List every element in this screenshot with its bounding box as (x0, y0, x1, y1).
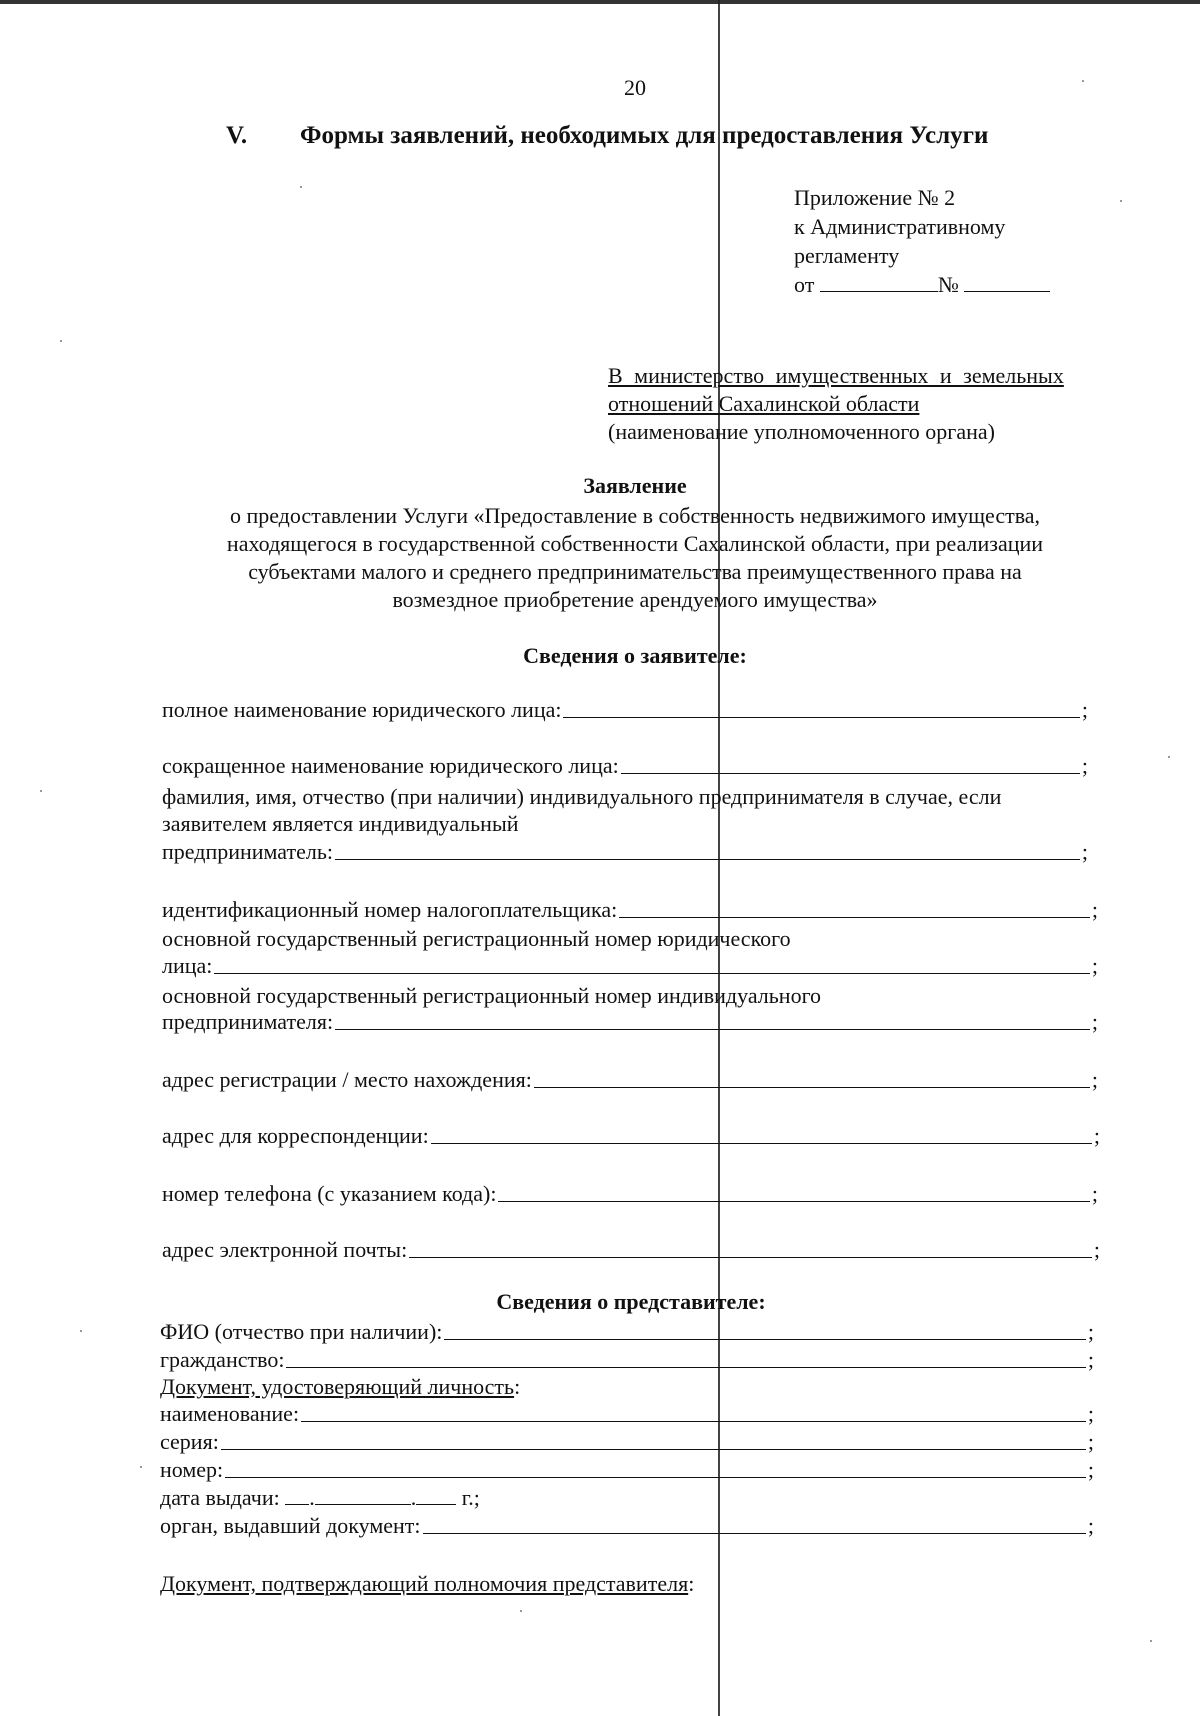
rep-fio-blank[interactable] (444, 1338, 1085, 1340)
scan-speck (140, 1466, 142, 1468)
id-doc-label: Документ, удостоверяющий личность (160, 1374, 515, 1399)
scan-speck (1168, 756, 1170, 758)
inn-blank[interactable] (619, 916, 1090, 918)
rep-fio-field[interactable] (160, 1318, 1094, 1346)
semicolon: ; (1091, 1181, 1098, 1206)
applicant-heading: Сведения о заявителе: (523, 643, 747, 668)
appendix-line3: регламенту (794, 243, 900, 268)
mail-address-blank[interactable] (431, 1142, 1092, 1144)
appendix-num-label: № (937, 272, 959, 297)
inn-field[interactable] (162, 896, 1098, 924)
appendix-number-blank[interactable] (964, 290, 1050, 292)
recipient-line2: отношений Сахалинской области (608, 391, 920, 416)
appendix-from-label: от (794, 272, 815, 297)
full-name-blank[interactable] (563, 716, 1079, 718)
citizenship-blank[interactable] (286, 1366, 1085, 1368)
ogrnip-label: предпринимателя: (162, 1009, 334, 1034)
issuer-label: орган, выдавший документ: (160, 1513, 421, 1538)
semicolon: ; (1091, 1067, 1098, 1092)
number-label: номер: (160, 1457, 224, 1482)
ogrnip-field[interactable] (162, 1008, 1098, 1036)
reg-address-field[interactable] (162, 1066, 1098, 1094)
semicolon: ; (1081, 697, 1088, 722)
scan-speck (80, 1330, 82, 1332)
doc-name-label: наименование: (160, 1401, 300, 1426)
statement-line2: находящегося в государственной собственности Сахалинской области, при реализации (226, 531, 1044, 556)
recipient-line1: В министерство имущественных и земельных (608, 363, 1064, 388)
appendix-date-blank[interactable] (820, 290, 938, 292)
semicolon: ; (1087, 1457, 1094, 1482)
appendix-date-line (794, 271, 1050, 299)
ip-fio-line2: заявителем является индивидуальный (162, 811, 519, 836)
representative-heading: Сведения о представителе: (496, 1289, 766, 1314)
semicolon: ; (1093, 1237, 1100, 1262)
email-blank[interactable] (409, 1256, 1092, 1258)
semicolon: ; (1081, 839, 1088, 864)
mail-address-label: адрес для корреспонденции: (162, 1123, 429, 1148)
section-number: V. (226, 122, 248, 149)
semicolon: ; (1091, 897, 1098, 922)
issuer-blank[interactable] (423, 1532, 1086, 1534)
issue-date-year-suffix: г.; (461, 1485, 480, 1510)
rep-fio-label: ФИО (отчество при наличии): (160, 1319, 443, 1344)
dot: . (309, 1485, 315, 1510)
phone-blank[interactable] (498, 1200, 1089, 1202)
series-label: серия: (160, 1429, 219, 1454)
ip-fio-line1: фамилия, имя, отчество (при наличии) индивидуального предпринимателя в случае, если (162, 784, 1002, 809)
scan-speck (1120, 200, 1122, 202)
scan-speck (1082, 80, 1084, 82)
reg-address-blank[interactable] (534, 1086, 1090, 1088)
ogrn-field[interactable] (162, 952, 1098, 980)
scan-top-edge (0, 0, 1200, 4)
doc-name-blank[interactable] (301, 1420, 1086, 1422)
phone-field[interactable] (162, 1180, 1098, 1208)
dot: . (410, 1485, 417, 1510)
semicolon: ; (1081, 753, 1088, 778)
scan-speck (1150, 1640, 1152, 1642)
full-name-field[interactable] (162, 696, 1088, 724)
statement-line4: возмездное приобретение арендуемого имущества» (392, 587, 878, 612)
full-name-label: полное наименование юридического лица: (162, 697, 562, 722)
semicolon: ; (1091, 953, 1098, 978)
doc-name-field[interactable] (160, 1400, 1094, 1428)
statement-line1: о предоставлении Услуги «Предоставление в собственность недвижимого имущества, (229, 503, 1041, 528)
semicolon: ; (1087, 1401, 1094, 1426)
short-name-label: сокращенное наименование юридического лица: (162, 753, 619, 778)
scan-speck (300, 186, 302, 188)
id-doc-heading (160, 1373, 520, 1401)
semicolon: ; (1087, 1429, 1094, 1454)
scan-speck (520, 1610, 522, 1612)
appendix-line2: к Административному (794, 214, 1006, 239)
statement-line3: субъектами малого и среднего предпринимательства преимущественного права на (248, 559, 1022, 584)
id-doc-colon: : (514, 1374, 521, 1399)
semicolon: ; (1087, 1319, 1094, 1344)
citizenship-label: гражданство: (160, 1347, 285, 1372)
authority-doc-colon: : (688, 1571, 695, 1596)
issue-day-blank[interactable] (285, 1503, 309, 1505)
section-title: Формы заявлений, необходимых для предоставления Услуги (300, 122, 989, 149)
issue-month-blank[interactable] (315, 1503, 411, 1505)
number-blank[interactable] (225, 1476, 1086, 1478)
authority-doc-heading (160, 1570, 694, 1598)
short-name-field[interactable] (162, 752, 1088, 780)
page-number: 20 (624, 75, 646, 100)
ogrn-label: лица: (162, 953, 213, 978)
statement-title: Заявление (583, 473, 687, 498)
issue-date-field[interactable] (160, 1484, 480, 1512)
ogrn-line1: основной государственный регистрационный номер юридического (162, 926, 791, 951)
number-field[interactable] (160, 1456, 1094, 1484)
email-label: адрес электронной почты: (162, 1237, 408, 1262)
ogrn-blank[interactable] (214, 972, 1089, 974)
semicolon: ; (1091, 1009, 1098, 1034)
authority-doc-label: Документ, подтверждающий полномочия представителя (160, 1571, 689, 1596)
phone-label: номер телефона (с указанием кода): (162, 1181, 497, 1206)
semicolon: ; (1087, 1347, 1094, 1372)
email-field[interactable] (162, 1236, 1100, 1264)
mail-address-field[interactable] (162, 1122, 1100, 1150)
reg-address-label: адрес регистрации / место нахождения: (162, 1067, 532, 1092)
series-blank[interactable] (221, 1448, 1086, 1450)
issue-year-blank[interactable] (416, 1503, 456, 1505)
scan-speck (60, 340, 62, 342)
semicolon: ; (1087, 1513, 1094, 1538)
ogrnip-blank[interactable] (335, 1028, 1090, 1030)
short-name-blank[interactable] (621, 772, 1080, 774)
scan-speck (40, 790, 42, 792)
issuer-field[interactable] (160, 1512, 1094, 1540)
inn-label: идентификационный номер налогоплательщика: (162, 897, 618, 922)
ip-fio-field[interactable] (162, 838, 1088, 866)
citizenship-field[interactable] (160, 1346, 1094, 1374)
ip-fio-blank[interactable] (335, 858, 1080, 860)
semicolon: ; (1093, 1123, 1100, 1148)
ip-fio-label: предприниматель: (162, 839, 334, 864)
series-field[interactable] (160, 1428, 1094, 1456)
ogrnip-line1: основной государственный регистрационный номер индивидуального (162, 983, 822, 1008)
issue-date-label: дата выдачи: (160, 1485, 280, 1510)
recipient-note: (наименование уполномоченного органа) (608, 419, 995, 444)
appendix-line1: Приложение № 2 (794, 185, 956, 210)
